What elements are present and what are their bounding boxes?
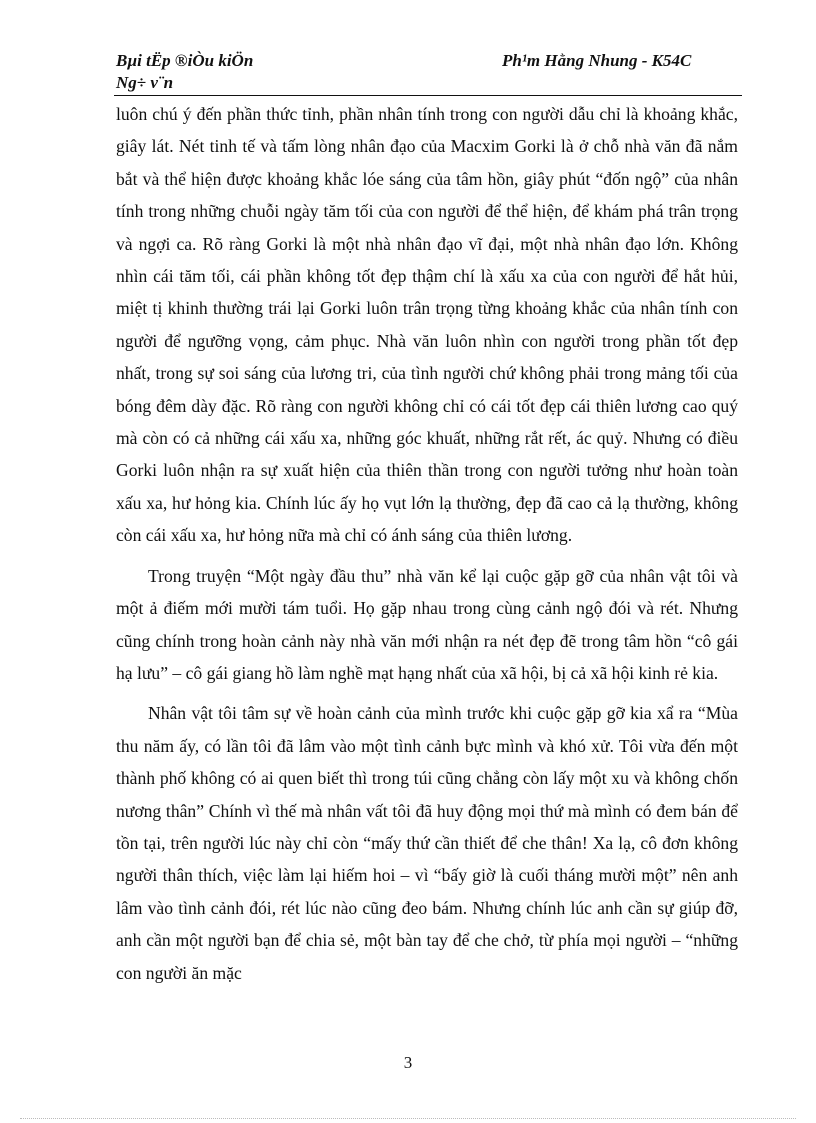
header-course-title: Bµi tËp ®iÒu kiÖn — [116, 51, 254, 70]
header-author: Ph¹m Hằng Nhung - K54C — [502, 51, 692, 70]
paragraph-continuation: luôn chú ý đến phần thức tỉnh, phần nhân tính trong con người dẫu chỉ là khoảng khắc, giây lát. Nét tinh tế và tấm lòng nhân đạo của Macxim Gorki là ở chỗ nhà văn đã nắm bắt và thể hiện được khoảng khắc lóe sáng của tâm hồn, giây phút “đốn ngộ” của nhân tính trong những chuỗi ngày tăm tối của con người để thể hiện, để khám phá trân trọng và ngợi ca. Rõ ràng Gorki là một nhà nhân đạo vĩ đại, một nhà nhân đạo lớn. Không nhìn cái tăm tối, cái phần không tốt đẹp thậm chí là xấu xa của con người để hắt hủi, miệt tị khinh thường trái lại Gorki luôn trân trọng từng khoảng khắc của nhân tính con người để ngưỡng vọng, cảm phục. Nhà văn luôn nhìn con người trong phần tốt đẹp nhất, trong sự soi sáng của lương tri, của tình người chứ không phải trong mảng tối của bóng đêm dày đặc. Rõ ràng con người không chỉ có cái tốt đẹp cái thiên lương cao quý mà còn có cả những cái xấu xa, những góc khuất, những rắt rết, ác quỷ. Nhưng có điều Gorki luôn nhận ra sự xuất hiện của thiên thần trong con người tưởng như hoàn toàn xấu xa, hư hỏng kia. Chính lúc ấy họ vụt lớn lạ thường, đẹp đã cao cả lạ thường, không còn cái xấu xa, hư hỏng nữa mà chỉ có ánh sáng của thiên lương. — [116, 104, 738, 546]
paragraph-story-intro: Trong truyện “Một ngày đầu thu” nhà văn kể lại cuộc gặp gỡ của nhân vật tôi và một ả điếm mới mười tám tuổi. Họ gặp nhau trong cùng cảnh ngộ đói và rét. Nhưng cũng chính trong hoàn cảnh này nhà văn mới nhận ra nét đẹp đẽ trong tâm hồn “cô gái hạ lưu” – cô gái giang hồ làm nghề mạt hạng nhất của xã hội, bị cả xã hội kinh rẻ kia. — [116, 565, 738, 683]
page-bottom-border — [20, 1118, 796, 1119]
header-subject: Ng÷ v¨n — [116, 73, 174, 92]
body-text — [116, 98, 738, 989]
paragraph-narrator: Nhân vật tôi tâm sự về hoàn cảnh của mình trước khi cuộc gặp gỡ kia xẩ ra “Mùa thu năm ấy, có lần tôi đã lâm vào một tình cảnh bực mình và khó xử. Tôi vừa đến một thành phố không có ai quen biết thì trong túi cũng chẳng còn lấy một xu và không chốn nương thân” Chính vì thế mà nhân vất tôi đã huy động mọi thứ mà mình có đem bán để tồn tại, trên người lúc này chỉ còn “mấy thứ cần thiết để che thân! Xa lạ, cô đơn không người thân thích, việc làm lại hiếm hoi – vì “bấy giờ là cuối tháng mười một” nên anh lâm vào tình cảnh đói, rét lúc nào cũng đeo bám. Nhưng chính lúc anh cần sự giúp đỡ, anh cần một người bạn để chia sẻ, một bàn tay để che chở, từ phía mọi người – “những con người ăn mặc — [116, 703, 738, 983]
page-number: 3 — [403, 1053, 413, 1072]
header-divider — [114, 95, 742, 96]
